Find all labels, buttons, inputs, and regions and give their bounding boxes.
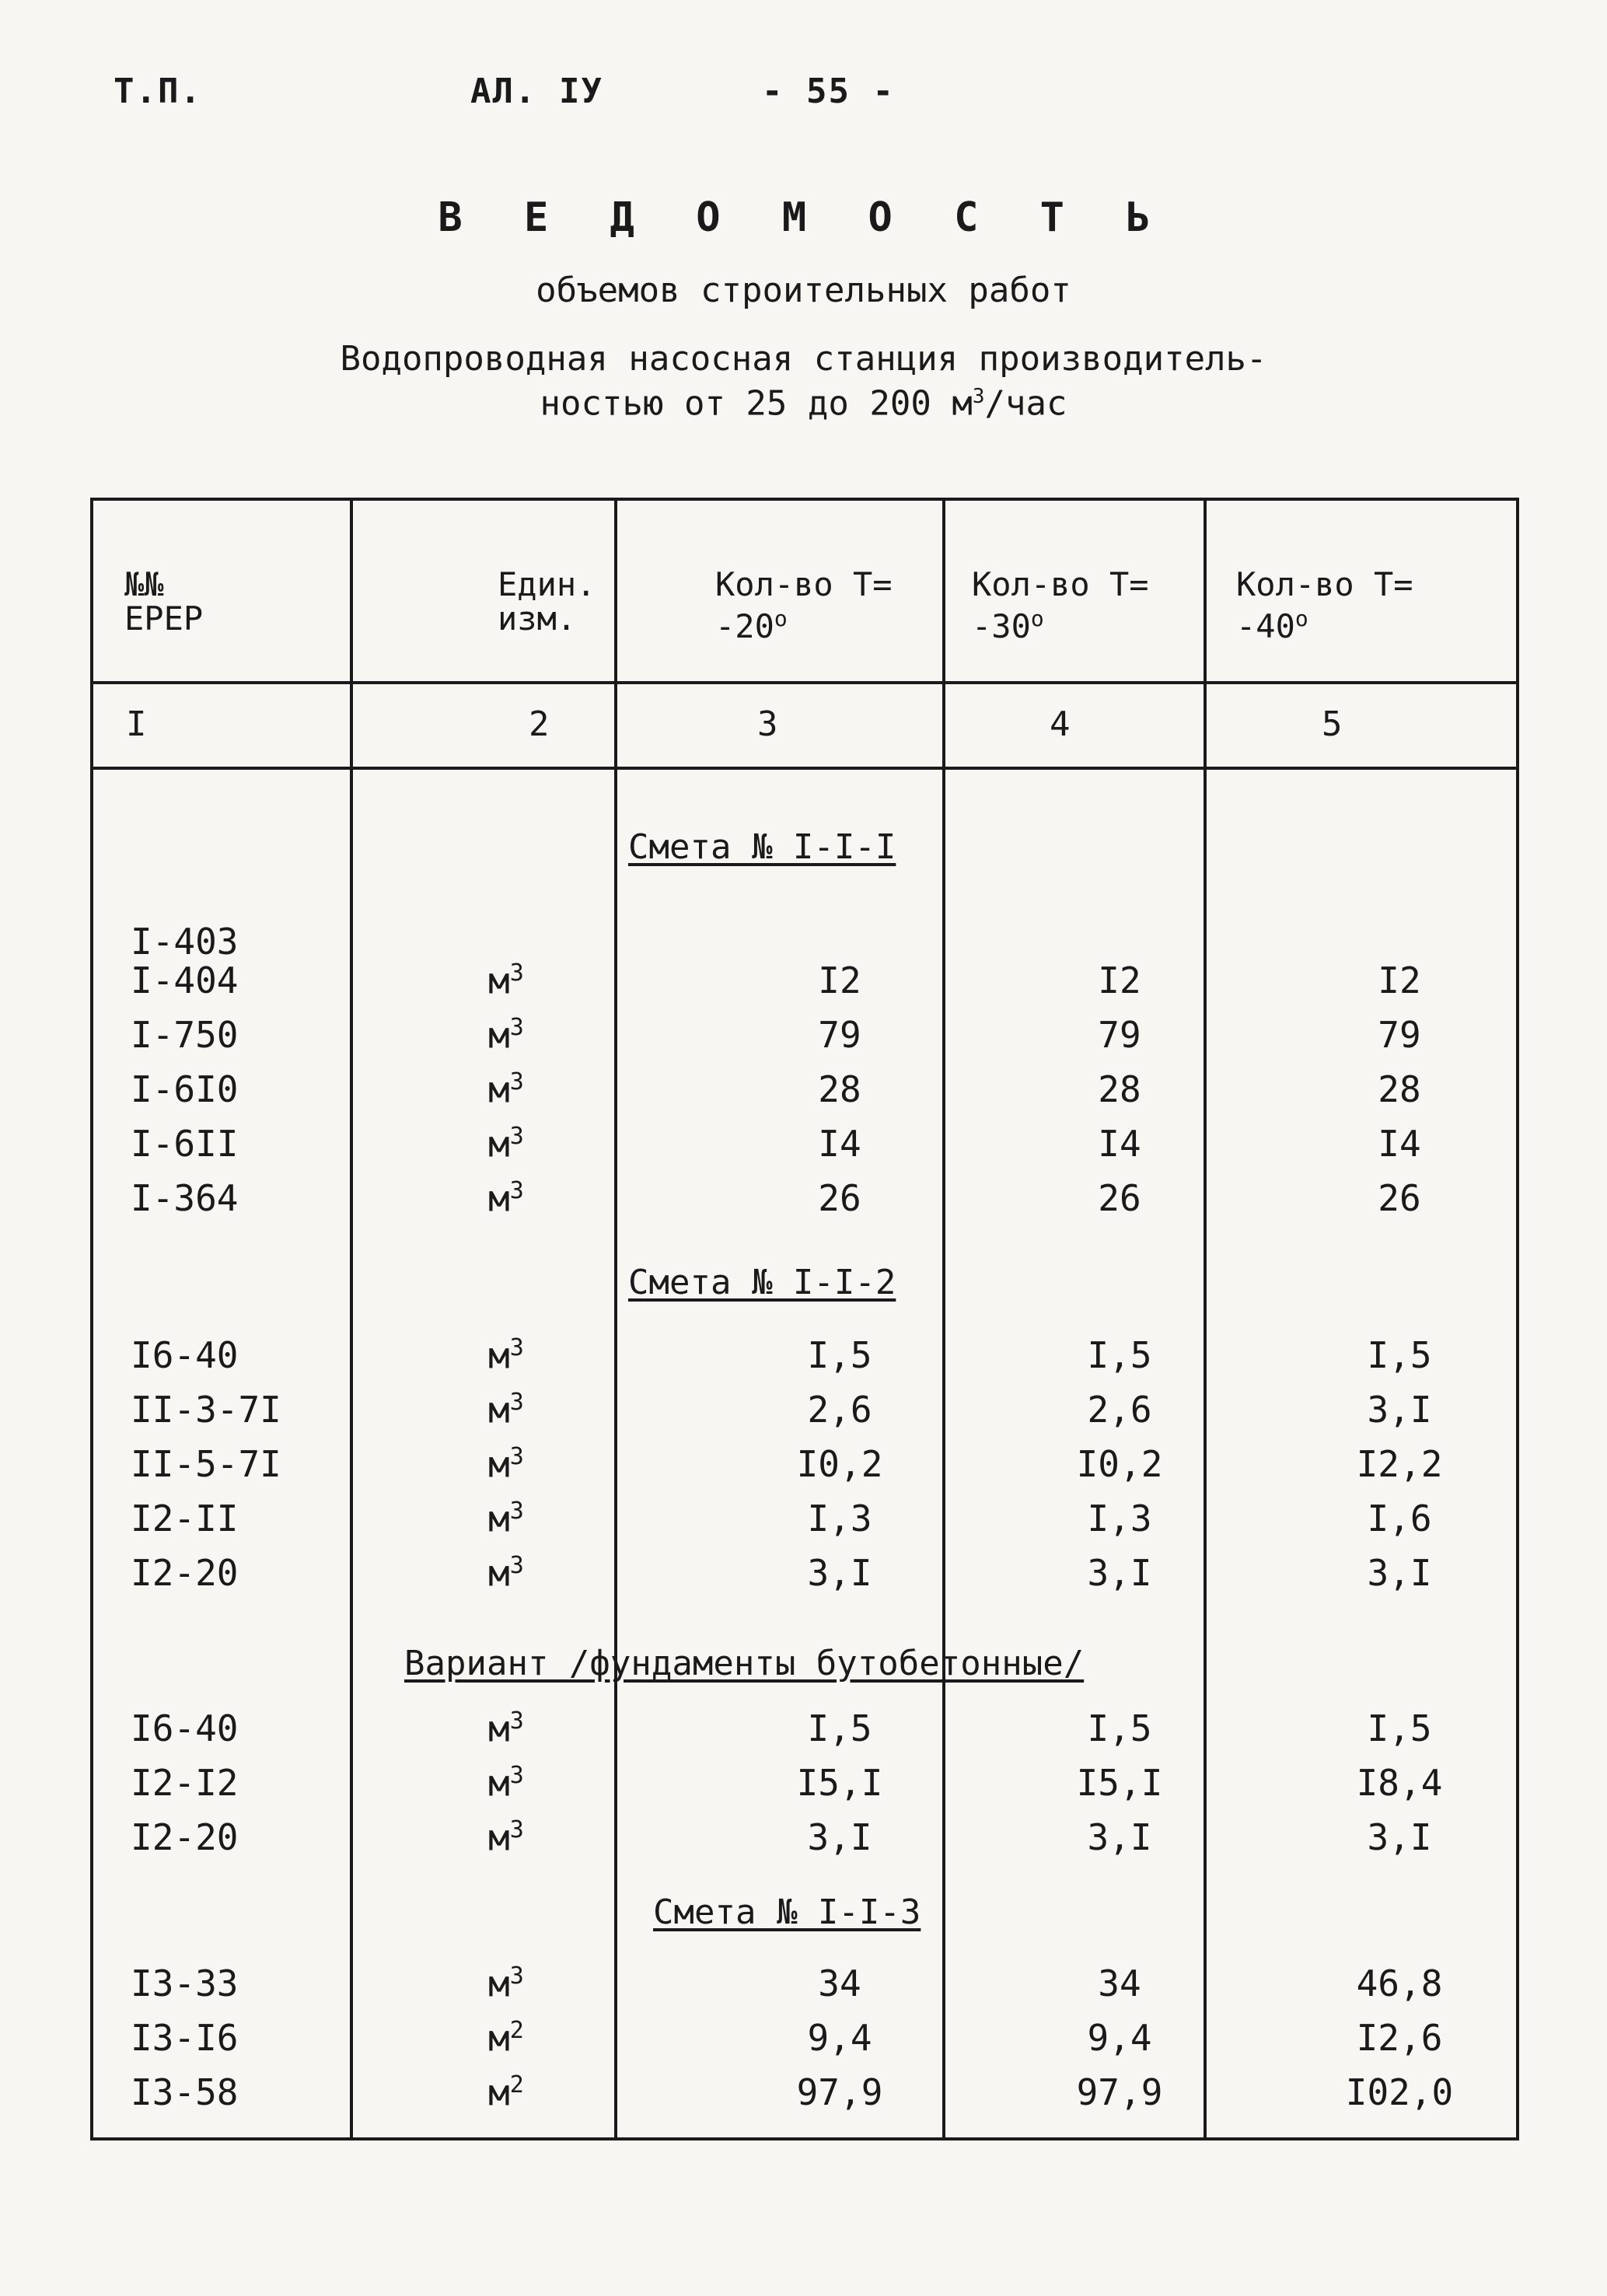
cell-code: I-364 xyxy=(131,1177,239,1219)
cell-code: I6-40 xyxy=(131,1707,239,1749)
table-row xyxy=(93,1123,1516,1174)
cell-qty-c5: I2 xyxy=(1378,959,1421,1001)
cell-qty-c3: 26 xyxy=(818,1177,861,1219)
section-title: Смета № I-I-I xyxy=(628,827,896,867)
cell-unit-power: 3 xyxy=(509,1552,524,1579)
cell-unit-power: 3 xyxy=(509,1389,524,1416)
header-qty-20 xyxy=(715,565,902,645)
cell-unit-power: 3 xyxy=(509,1816,524,1843)
cell-qty-c3: I2 xyxy=(818,959,861,1001)
description-line-1: Водопроводная насосная станция производитель- xyxy=(340,339,1267,379)
header-unit: Един. изм. xyxy=(498,565,596,638)
cell-qty-c4: I5,I xyxy=(1076,1762,1163,1804)
cell-qty-c5: I4 xyxy=(1378,1123,1421,1165)
cell-unit xyxy=(488,1014,524,1056)
column-divider xyxy=(350,501,353,2137)
document-description xyxy=(0,341,1607,423)
cell-unit-power: 3 xyxy=(509,1762,524,1789)
cell-unit xyxy=(488,1177,524,1219)
cell-qty-c5: 28 xyxy=(1378,1068,1421,1110)
column-number-5: 5 xyxy=(1322,704,1343,744)
cell-code: I-750 xyxy=(131,1014,239,1056)
cell-unit xyxy=(488,1068,524,1110)
cell-unit xyxy=(488,1497,524,1539)
cell-qty-c4: I2 xyxy=(1098,959,1141,1001)
degree-mark: о xyxy=(1030,606,1044,631)
cell-code: I2-II xyxy=(131,1497,239,1539)
column-number-2: 2 xyxy=(529,704,550,744)
cell-unit-power: 3 xyxy=(509,1068,524,1096)
cell-qty-c4: 34 xyxy=(1098,1962,1141,2004)
document-subtitle: объемов строительных работ xyxy=(536,271,1071,310)
cell-qty-c4: I,5 xyxy=(1087,1707,1152,1749)
cell-code: I3-I6 xyxy=(131,2017,239,2059)
cell-unit-power: 2 xyxy=(509,2017,524,2044)
cell-qty-c3: 97,9 xyxy=(796,2071,883,2113)
header-divider xyxy=(93,767,1516,770)
table-row xyxy=(93,1816,1516,1868)
table-row xyxy=(93,1762,1516,1813)
cell-qty-c3: I,5 xyxy=(807,1707,872,1749)
cell-qty-c5: I,5 xyxy=(1367,1707,1432,1749)
cell-unit xyxy=(488,1707,524,1749)
cell-unit-text: м xyxy=(488,1443,510,1486)
cell-unit-power: 3 xyxy=(509,1014,524,1041)
header-qty-20-text: Кол-во Т= -20 xyxy=(715,565,893,645)
cell-qty-c4: 9,4 xyxy=(1087,2017,1152,2059)
cell-unit-text: м xyxy=(488,1816,510,1859)
cell-qty-c4: 97,9 xyxy=(1076,2071,1163,2113)
cell-code: I-404 xyxy=(131,959,239,1001)
section-title: Вариант /фундаменты бутобетонные/ xyxy=(404,1644,1085,1683)
column-number-3: 3 xyxy=(757,704,778,744)
cell-qty-c3: 28 xyxy=(818,1068,861,1110)
cell-qty-c4: 26 xyxy=(1098,1177,1141,1219)
cell-code: I3-58 xyxy=(131,2071,239,2113)
cell-unit xyxy=(488,2071,524,2113)
cell-qty-c4: 28 xyxy=(1098,1068,1141,1110)
page-number: - 55 - xyxy=(762,72,895,111)
cell-unit-text: м xyxy=(488,1497,510,1540)
section-title: Смета № I-I-3 xyxy=(653,1892,921,1932)
description-superscript: 3 xyxy=(972,385,985,408)
cell-code: II-3-7I xyxy=(131,1389,281,1431)
header-left: Т.П. xyxy=(114,72,202,111)
cell-unit-text: м xyxy=(488,2071,510,2114)
header-album: АЛ. IУ xyxy=(470,72,603,111)
cell-unit-text: м xyxy=(488,959,510,1002)
cell-unit xyxy=(488,1334,524,1376)
table-row xyxy=(93,2017,1516,2068)
table-row xyxy=(93,1707,1516,1759)
cell-unit xyxy=(488,1389,524,1431)
cell-qty-c4: 2,6 xyxy=(1087,1389,1152,1431)
cell-unit-text: м xyxy=(488,1962,510,2005)
cell-qty-c4: I,3 xyxy=(1087,1497,1152,1539)
cell-qty-c5: I2,2 xyxy=(1356,1443,1443,1485)
cell-qty-c4: 79 xyxy=(1098,1014,1141,1056)
cell-code: I3-33 xyxy=(131,1962,239,2004)
header-qty-30-text: Кол-во Т= -30 xyxy=(972,565,1149,645)
column-number-1: I xyxy=(126,704,147,744)
cell-unit xyxy=(488,959,524,1001)
cell-code: II-5-7I xyxy=(131,1443,281,1485)
cell-unit-text: м xyxy=(488,2017,510,2060)
cell-unit-power: 3 xyxy=(509,1123,524,1150)
cell-unit-text: м xyxy=(488,1762,510,1805)
cell-unit-power: 3 xyxy=(509,1443,524,1470)
cell-unit-text: м xyxy=(488,1389,510,1431)
cell-qty-c3: 3,I xyxy=(807,1816,872,1858)
column-number-4: 4 xyxy=(1050,704,1071,744)
cell-unit-power: 3 xyxy=(509,1497,524,1525)
description-line-2 xyxy=(0,378,1607,423)
header-qty-40 xyxy=(1236,565,1423,645)
table-row xyxy=(93,2071,1516,2123)
cell-code: I-403 xyxy=(131,921,239,963)
cell-unit-power: 3 xyxy=(509,959,524,987)
cell-unit-text: м xyxy=(488,1177,510,1220)
cell-unit-text: м xyxy=(488,1707,510,1750)
table-row xyxy=(93,1334,1516,1386)
table-row xyxy=(93,1443,1516,1494)
cell-qty-c5: 3,I xyxy=(1367,1552,1432,1594)
table-bottom-border xyxy=(90,2137,1519,2140)
cell-code: I-6I0 xyxy=(131,1068,239,1110)
table-row xyxy=(93,1177,1516,1228)
cell-qty-c3: I,5 xyxy=(807,1334,872,1376)
cell-qty-c4: 3,I xyxy=(1087,1552,1152,1594)
cell-qty-c5: 3,I xyxy=(1367,1816,1432,1858)
column-divider xyxy=(614,501,617,2137)
cell-unit xyxy=(488,1552,524,1594)
volumes-table xyxy=(90,498,1519,2137)
header-code: №№ ЕРЕР xyxy=(124,565,204,638)
cell-unit-text: м xyxy=(488,1068,510,1111)
cell-qty-c3: I4 xyxy=(818,1123,861,1165)
cell-unit xyxy=(488,2017,524,2059)
cell-code: I2-20 xyxy=(131,1816,239,1858)
section-title: Смета № I-I-2 xyxy=(628,1263,896,1302)
cell-qty-c4: I,5 xyxy=(1087,1334,1152,1376)
cell-qty-c3: I5,I xyxy=(796,1762,883,1804)
cell-unit-power: 3 xyxy=(509,1962,524,1990)
cell-code: I-6II xyxy=(131,1123,239,1165)
description-line-2-text: ностью от 25 до 200 м xyxy=(540,383,973,424)
document-title: В Е Д О М О С Т Ь xyxy=(438,194,1169,241)
cell-qty-c5: 79 xyxy=(1378,1014,1421,1056)
degree-mark: о xyxy=(1294,606,1308,631)
cell-unit-text: м xyxy=(488,1123,510,1165)
cell-unit xyxy=(488,1816,524,1858)
header-qty-30 xyxy=(972,565,1158,645)
cell-unit xyxy=(488,1762,524,1804)
cell-code: I6-40 xyxy=(131,1334,239,1376)
cell-qty-c3: 2,6 xyxy=(807,1389,872,1431)
cell-qty-c5: 26 xyxy=(1378,1177,1421,1219)
cell-unit xyxy=(488,1123,524,1165)
cell-qty-c5: I02,0 xyxy=(1345,2071,1454,2113)
cell-unit-text: м xyxy=(488,1014,510,1057)
column-divider xyxy=(942,501,945,2137)
table-row xyxy=(93,1497,1516,1549)
cell-qty-c4: I4 xyxy=(1098,1123,1141,1165)
cell-qty-c3: 3,I xyxy=(807,1552,872,1594)
table-row xyxy=(93,1068,1516,1120)
cell-qty-c5: 3,I xyxy=(1367,1389,1432,1431)
cell-unit-power: 3 xyxy=(509,1334,524,1361)
cell-qty-c3: 34 xyxy=(818,1962,861,2004)
cell-unit-power: 3 xyxy=(509,1707,524,1735)
table-row xyxy=(93,1389,1516,1440)
cell-qty-c5: I,5 xyxy=(1367,1334,1432,1376)
header-divider xyxy=(93,681,1516,684)
table-row xyxy=(93,1552,1516,1603)
cell-qty-c5: I8,4 xyxy=(1356,1762,1443,1804)
description-line-2-tail: /час xyxy=(984,383,1067,424)
cell-qty-c4: I0,2 xyxy=(1076,1443,1163,1485)
cell-code: I2-I2 xyxy=(131,1762,239,1804)
cell-qty-c5: I2,6 xyxy=(1356,2017,1443,2059)
cell-unit xyxy=(488,1443,524,1485)
cell-unit-text: м xyxy=(488,1334,510,1377)
cell-unit-text: м xyxy=(488,1552,510,1595)
cell-code: I2-20 xyxy=(131,1552,239,1594)
cell-unit-power: 2 xyxy=(509,2071,524,2099)
table-row xyxy=(93,1962,1516,2014)
cell-unit xyxy=(488,1962,524,2004)
cell-qty-c4: 3,I xyxy=(1087,1816,1152,1858)
table-row xyxy=(93,1014,1516,1065)
cell-qty-c5: 46,8 xyxy=(1356,1962,1443,2004)
cell-qty-c3: I0,2 xyxy=(796,1443,883,1485)
cell-qty-c3: 79 xyxy=(818,1014,861,1056)
cell-qty-c5: I,6 xyxy=(1367,1497,1432,1539)
header-qty-40-text: Кол-во Т= -40 xyxy=(1236,565,1413,645)
column-divider xyxy=(1204,501,1207,2137)
cell-qty-c3: 9,4 xyxy=(807,2017,872,2059)
degree-mark: о xyxy=(774,606,788,631)
table-row xyxy=(93,959,1516,1011)
cell-qty-c3: I,3 xyxy=(807,1497,872,1539)
cell-unit-power: 3 xyxy=(509,1177,524,1204)
